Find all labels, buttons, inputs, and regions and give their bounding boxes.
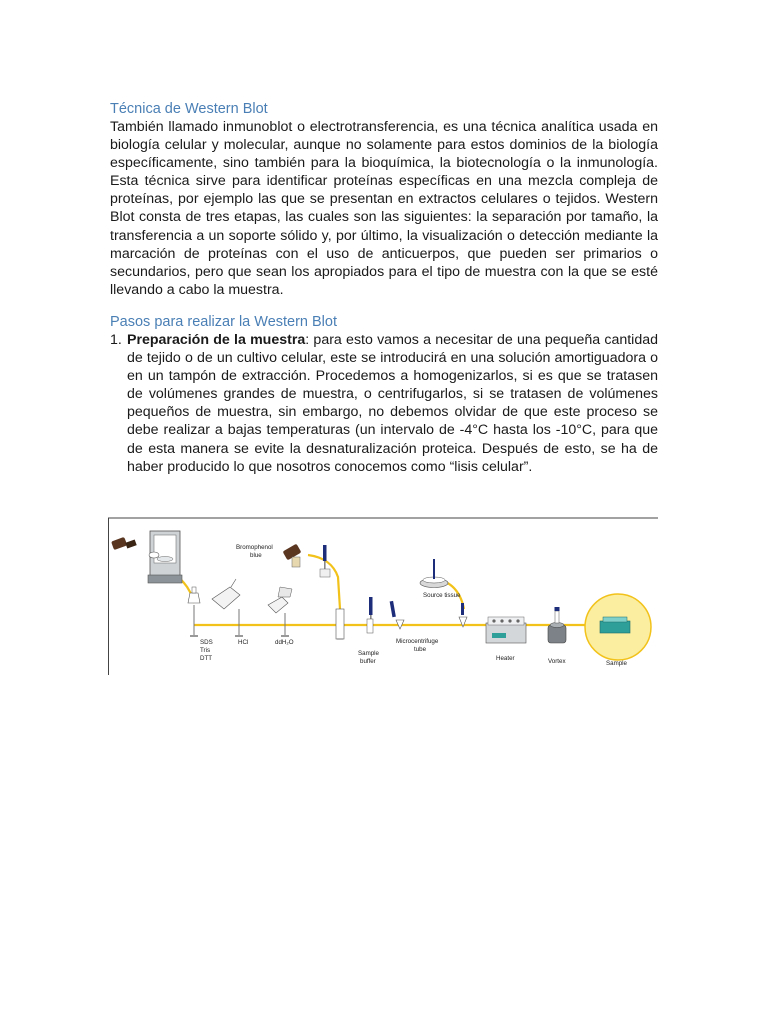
- label-heater: Heater: [496, 655, 515, 662]
- section-title-steps: Pasos para realizar la Western Blot: [110, 313, 338, 330]
- hcl-stand-icon: [235, 609, 243, 637]
- step-bold-title: Preparación de la muestra: [127, 331, 306, 348]
- document-page: [110, 98, 658, 476]
- label-buffer: buffer: [360, 658, 376, 665]
- heater-icon: [486, 617, 526, 643]
- pipette-icon: [367, 597, 373, 633]
- sample-result-icon: [585, 594, 651, 660]
- label-dtt: DTT: [200, 655, 213, 662]
- label-tube: tube: [414, 646, 427, 653]
- label-tris: Tris: [200, 647, 211, 654]
- label-blue: blue: [250, 552, 262, 559]
- sample-buffer-tube-icon: [336, 609, 344, 639]
- label-sample: Sample: [358, 650, 379, 657]
- ddh2o-bottle-icon: [268, 587, 292, 637]
- label-hcl: HCl: [238, 639, 249, 646]
- source-tissue-icon: [420, 559, 448, 588]
- step-description: : para esto vamos a necesitar de una pequeña cantidad de tejido o de un cultivo celular, este se introducirá en una solución amortiguadora o en un tampón de extracción. Procedemos a homogenizarlos, si es que se tratasen de volúmenes grandes de muestra, o centrifugarlos, si se tratasen de volúmenes pequeños de muestra, sin embargo, no debemos olvidar de que este proceso se debe realizar a bajas temperaturas (un intervalo de -4°C hasta los -10°C, para que de esta manera se evite la desnaturalización proteica. Después de esto, se ha de haber producido lo que nosotros conocemos como “lisis celular”.: [127, 331, 658, 475]
- label-sample-result: Sample: [606, 660, 627, 667]
- step-text: [127, 331, 658, 476]
- intro-paragraph: También llamado inmunoblot o electrotransferencia, es una técnica analítica usada en biología celular y molecular, aunque no solamente para estos dominios de la biología específicamente, sino también para la bioquímica, la biotecnología o la inmunología. Esta técnica sirve para identificar proteínas específicas en una mezcla compleja de proteínas, por ejemplo las que se presentan en extractos celulares o tejidos. Western Blot consta de tres etapas, las cuales son las siguientes: la separación por tamaño, la transferencia a un soporte sólido y, por último, la visualización o detección mediante la marcación de proteínas con el uso de anticuerpos, que pueden ser primarios o secundarios, pero que sean los apropiados para el tipo de muestra con la que se esté llevando a cabo la muestra.: [110, 119, 658, 298]
- vortex-icon: [548, 607, 566, 643]
- sample-preparation-figure: [108, 517, 658, 675]
- label-microcentrifuge: Microcentrifuge: [396, 638, 439, 645]
- label-vortex: Vortex: [548, 658, 566, 665]
- label-ddh2o: ddH₂O: [275, 639, 294, 646]
- step-item: [110, 331, 658, 476]
- step-number: 1.: [110, 331, 122, 348]
- section-title-western-blot: Técnica de Western Blot: [110, 101, 268, 117]
- transfer-pipette-icon: [459, 603, 467, 627]
- label-sds: SDS: [200, 639, 213, 646]
- workflow-diagram: [108, 517, 658, 675]
- wash-bottle-icon: [212, 579, 240, 609]
- label-bromophenol: Bromophenol: [236, 544, 273, 551]
- pipette-icon: [320, 545, 330, 577]
- sds-flask-icon: [188, 587, 200, 637]
- bromophenol-bottle-icon: [283, 544, 302, 567]
- label-source-tissue: Source tissue: [423, 592, 461, 599]
